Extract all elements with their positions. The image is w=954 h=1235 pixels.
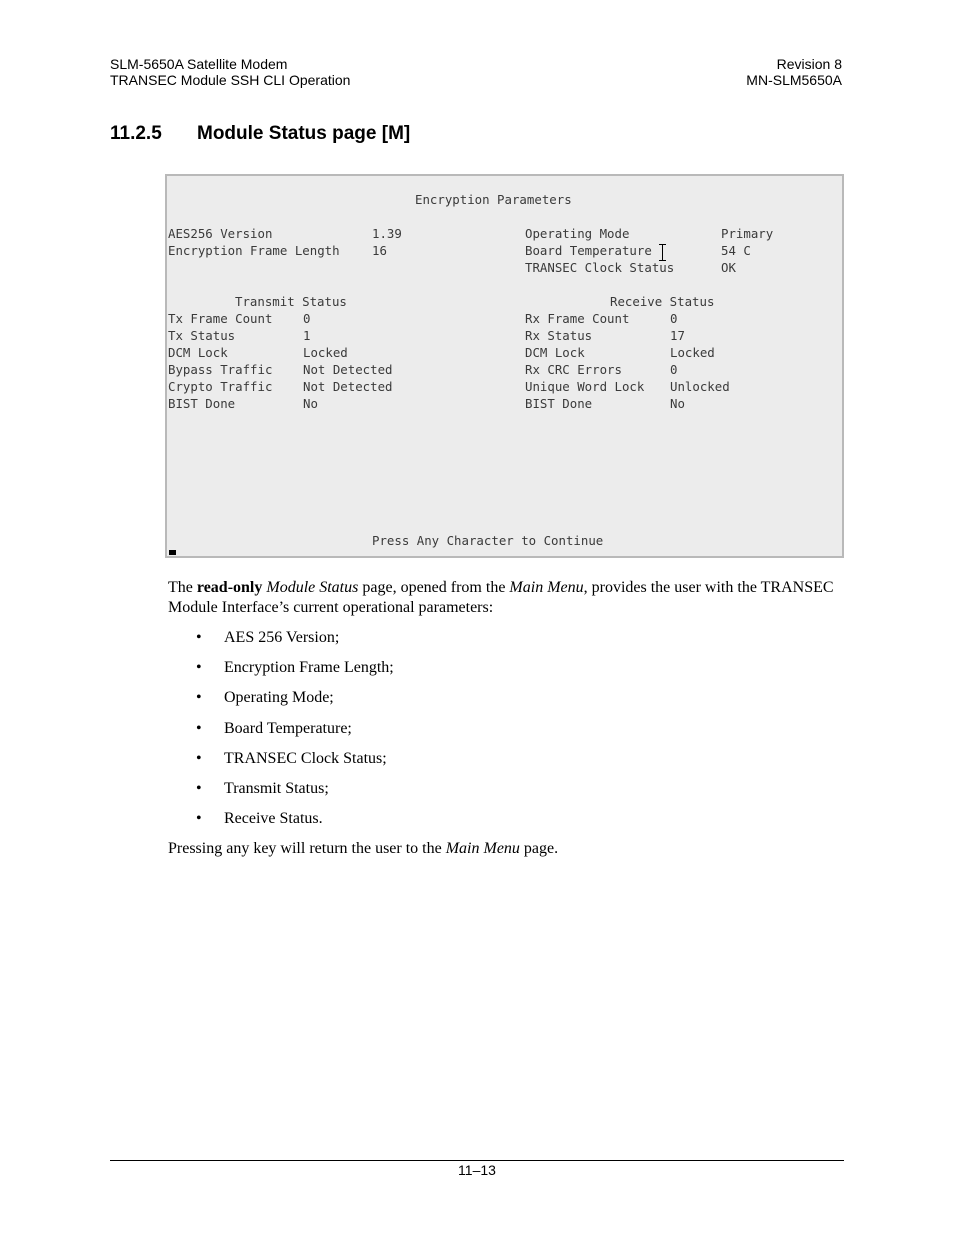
closing-text: Pressing any key will return the user to the	[168, 840, 446, 857]
closing-paragraph	[168, 839, 848, 859]
intro-paragraph	[168, 578, 848, 618]
tx-row-label: DCM Lock	[168, 345, 228, 360]
list-item	[168, 749, 394, 779]
rx-row-label: BIST Done	[525, 396, 593, 411]
list-item-text: Encryption Frame Length;	[224, 659, 394, 677]
intro-text: , provides the user with the TRANSEC Module Interface’s current operational parameters:	[168, 579, 834, 616]
list-item-text: Board Temperature;	[224, 719, 352, 737]
tx-row-value: Not Detected	[303, 379, 393, 394]
list-item	[168, 658, 394, 688]
manual-number: MN-SLM5650A	[746, 72, 842, 88]
intro-text: The	[168, 579, 197, 596]
bullet-icon: •	[196, 749, 202, 767]
rx-row-value: 17	[670, 328, 685, 343]
footer-rule	[110, 1160, 844, 1161]
rx-row-value: Locked	[670, 345, 715, 360]
list-item-text: TRANSEC Clock Status;	[224, 749, 387, 767]
frame-length-value: 16	[372, 243, 387, 258]
rx-row-label: Rx Frame Count	[525, 311, 630, 326]
aes-label: AES256 Version	[168, 226, 273, 241]
operating-mode-label: Operating Mode	[525, 226, 630, 241]
main-menu-term: Main Menu	[445, 840, 520, 857]
section-title: Module Status page [M]	[197, 123, 411, 144]
board-temperature-value: 54 C	[721, 243, 751, 258]
list-item-text: Transmit Status;	[224, 779, 329, 797]
running-header-left	[110, 56, 350, 88]
bullet-icon: •	[196, 719, 202, 737]
continue-prompt: Press Any Character to Continue	[372, 533, 604, 548]
board-temperature-label: Board Temperature	[525, 243, 652, 258]
revision: Revision 8	[776, 56, 842, 72]
clock-status-value: OK	[721, 260, 736, 275]
tx-row-label: Crypto Traffic	[168, 379, 273, 394]
list-item	[168, 688, 394, 718]
tx-row-value: 0	[303, 311, 311, 326]
bullet-icon: •	[196, 810, 202, 828]
rx-row-label: Unique Word Lock	[525, 379, 645, 394]
tx-row-label: BIST Done	[168, 396, 236, 411]
receive-status-heading: Receive Status	[610, 294, 715, 309]
text-cursor-icon	[659, 244, 666, 261]
frame-length-label: Encryption Frame Length	[168, 243, 340, 258]
tx-row-label: Bypass Traffic	[168, 362, 273, 377]
tx-row-label: Tx Status	[168, 328, 236, 343]
rx-row-label: Rx CRC Errors	[525, 362, 622, 377]
section-number: 11.2.5	[110, 123, 162, 144]
bullet-icon: •	[196, 659, 202, 677]
terminal-screenshot	[165, 174, 844, 558]
tx-row-value: Not Detected	[303, 362, 393, 377]
terminal-cursor	[169, 550, 176, 555]
rx-row-value: 0	[670, 362, 678, 377]
list-item	[168, 779, 394, 809]
list-item-text: Receive Status.	[224, 810, 323, 828]
rx-row-value: 0	[670, 311, 678, 326]
bullet-icon: •	[196, 689, 202, 707]
rx-row-label: DCM Lock	[525, 345, 585, 360]
tx-row-value: No	[303, 396, 318, 411]
tx-row-value: Locked	[303, 345, 348, 360]
section-heading	[110, 123, 410, 145]
operating-mode-value: Primary	[721, 226, 774, 241]
main-menu-term: Main Menu	[509, 579, 584, 596]
clock-status-label: TRANSEC Clock Status	[525, 260, 675, 275]
rx-row-value: No	[670, 396, 685, 411]
transmit-status-heading: Transmit Status	[235, 294, 347, 309]
closing-text: page.	[519, 840, 559, 857]
rx-row-label: Rx Status	[525, 328, 593, 343]
list-item	[168, 719, 394, 749]
tx-row-label: Tx Frame Count	[168, 311, 273, 326]
bullet-icon: •	[196, 629, 202, 646]
page-number: 11–13	[458, 1162, 496, 1178]
list-item-text: Operating Mode;	[224, 689, 334, 707]
intro-text: page, opened from the	[358, 579, 510, 596]
running-header-right	[746, 56, 842, 88]
list-item	[168, 809, 394, 839]
doc-title: SLM-5650A Satellite Modem	[110, 56, 288, 72]
aes-value: 1.39	[372, 226, 402, 241]
read-only-emphasis: read-only	[196, 579, 263, 596]
parameter-list	[168, 628, 394, 839]
terminal-heading: Encryption Parameters	[415, 192, 572, 207]
tx-row-value: 1	[303, 328, 311, 343]
module-status-term: Module Status	[266, 579, 359, 596]
chapter-title: TRANSEC Module SSH CLI Operation	[110, 72, 351, 88]
list-item	[168, 628, 394, 658]
bullet-icon: •	[196, 779, 202, 797]
rx-row-value: Unlocked	[670, 379, 730, 394]
list-item-text: AES 256 Version;	[224, 629, 340, 646]
